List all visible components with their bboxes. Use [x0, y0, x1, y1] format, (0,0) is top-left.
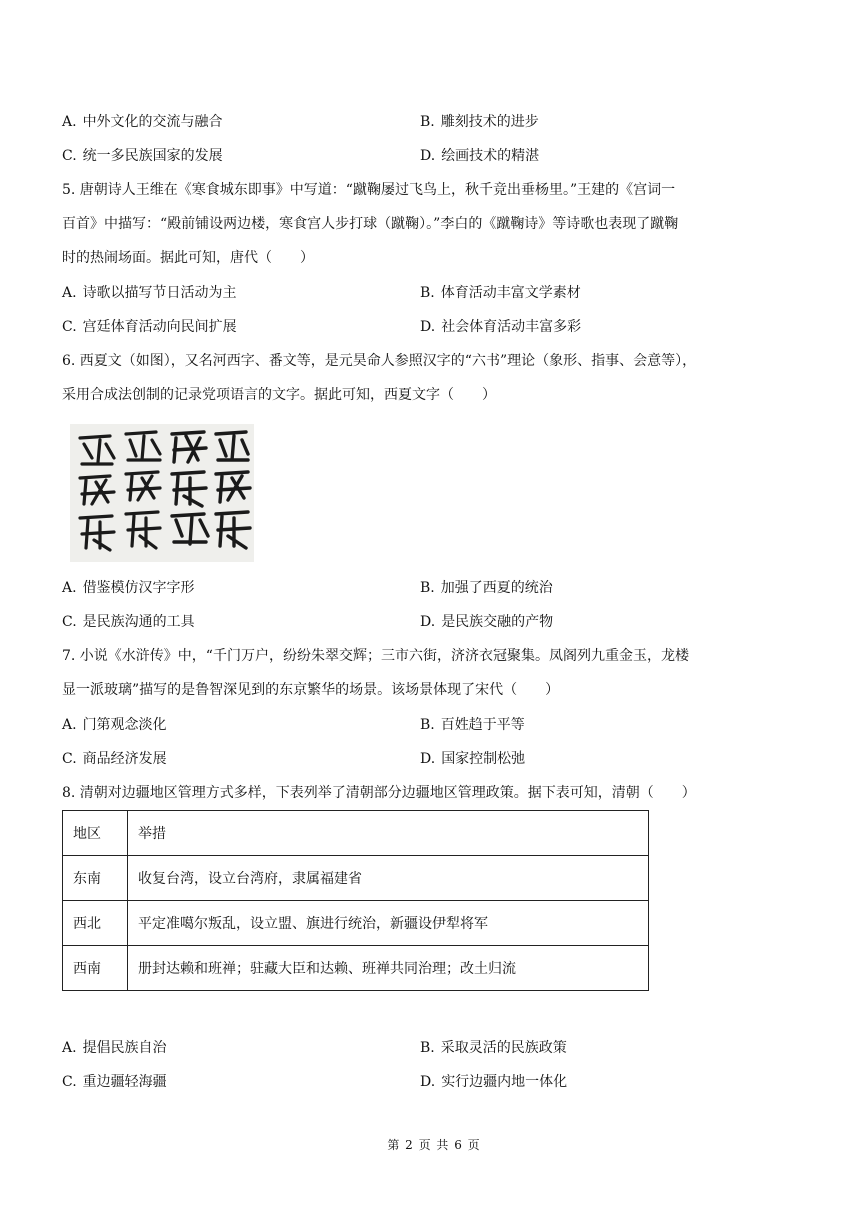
q7-option-a: A. 门第观念淡化 [62, 717, 167, 733]
table-header-measures: 举措 [128, 811, 649, 856]
q8-option-d: D. 实行边疆内地一体化 [420, 1074, 568, 1090]
xixia-glyphs-graphic [70, 424, 254, 562]
q7-stem-line-2: 显一派玻璃”描写的是鲁智深见到的东京繁华的场景。该场景体现了宋代（ ） [62, 682, 560, 698]
q7-option-b: B. 百姓趋于平等 [420, 717, 525, 733]
table-cell-region: 东南 [63, 856, 128, 901]
table-cell-measures: 收复台湾，设立台湾府，隶属福建省 [128, 856, 649, 901]
table-cell-measures: 平定准噶尔叛乱，设立盟、旗进行统治，新疆设伊犁将军 [128, 901, 649, 946]
q8-stem: 8. 清朝对边疆地区管理方式多样，下表列举了清朝部分边疆地区管理政策。据下表可知，清朝（ ） [62, 785, 696, 801]
q6-stem-line-1: 6. 西夏文（如图），又名河西字、番文等，是元昊命人参照汉字的“六书”理论（象形、指事、会意等）， [62, 353, 697, 369]
q4-option-a: A. 中外文化的交流与融合 [62, 114, 223, 130]
q7-option-c: C. 商品经济发展 [62, 751, 167, 767]
q5-option-a: A. 诗歌以描写节日活动为主 [62, 285, 237, 301]
q5-option-b: B. 体育活动丰富文学素材 [420, 285, 581, 301]
page-number-footer: 第 2 页 共 6 页 [387, 1138, 481, 1152]
q6-option-d: D. 是民族交融的产物 [420, 614, 554, 630]
table-header-row [63, 811, 649, 856]
q7-option-d: D. 国家控制松弛 [420, 751, 526, 767]
q5-stem-line-1: 5. 唐朝诗人王维在《寒食城东即事》中写道：“蹴鞠屡过飞鸟上，秋千竞出垂杨里。”王建的《宫词一 [62, 182, 676, 198]
xixia-script-image [70, 424, 254, 562]
table-row [63, 946, 649, 991]
q5-stem-line-3: 时的热闹场面。据此可知，唐代（ ） [62, 250, 314, 266]
q7-stem-line-1: 7. 小说《水浒传》中，“千门万户，纷纷朱翠交辉；三市六街，济济衣冠聚集。凤阁列九重金玉，龙楼 [62, 648, 689, 664]
q4-option-c: C. 统一多民族国家的发展 [62, 148, 223, 164]
q6-option-b: B. 加强了西夏的统治 [420, 580, 553, 596]
table-header-region: 地区 [63, 811, 128, 856]
q8-option-c: C. 重边疆轻海疆 [62, 1074, 167, 1090]
policy-table [62, 810, 649, 991]
table-row [63, 856, 649, 901]
q8-option-b: B. 采取灵活的民族政策 [420, 1040, 567, 1056]
q4-option-b: B. 雕刻技术的进步 [420, 114, 539, 130]
table-cell-region: 西北 [63, 901, 128, 946]
q6-stem-line-2: 采用合成法创制的记录党项语言的文字。据此可知，西夏文字（ ） [62, 387, 496, 403]
q8-option-a: A. 提倡民族自治 [62, 1040, 167, 1056]
q5-option-c: C. 宫廷体育活动向民间扩展 [62, 319, 237, 335]
table-cell-measures: 册封达赖和班禅；驻藏大臣和达赖、班禅共同治理；改土归流 [128, 946, 649, 991]
q6-option-a: A. 借鉴模仿汉字字形 [62, 580, 195, 596]
table-row [63, 901, 649, 946]
q5-option-d: D. 社会体育活动丰富多彩 [420, 319, 582, 335]
q6-option-c: C. 是民族沟通的工具 [62, 614, 195, 630]
table-cell-region: 西南 [63, 946, 128, 991]
q5-stem-line-2: 百首》中描写：“殿前铺设两边楼，寒食宫人步打球（蹴鞠）。”李白的《蹴鞠诗》等诗歌也表现了蹴鞠 [62, 216, 679, 232]
q4-option-d: D. 绘画技术的精湛 [420, 148, 540, 164]
